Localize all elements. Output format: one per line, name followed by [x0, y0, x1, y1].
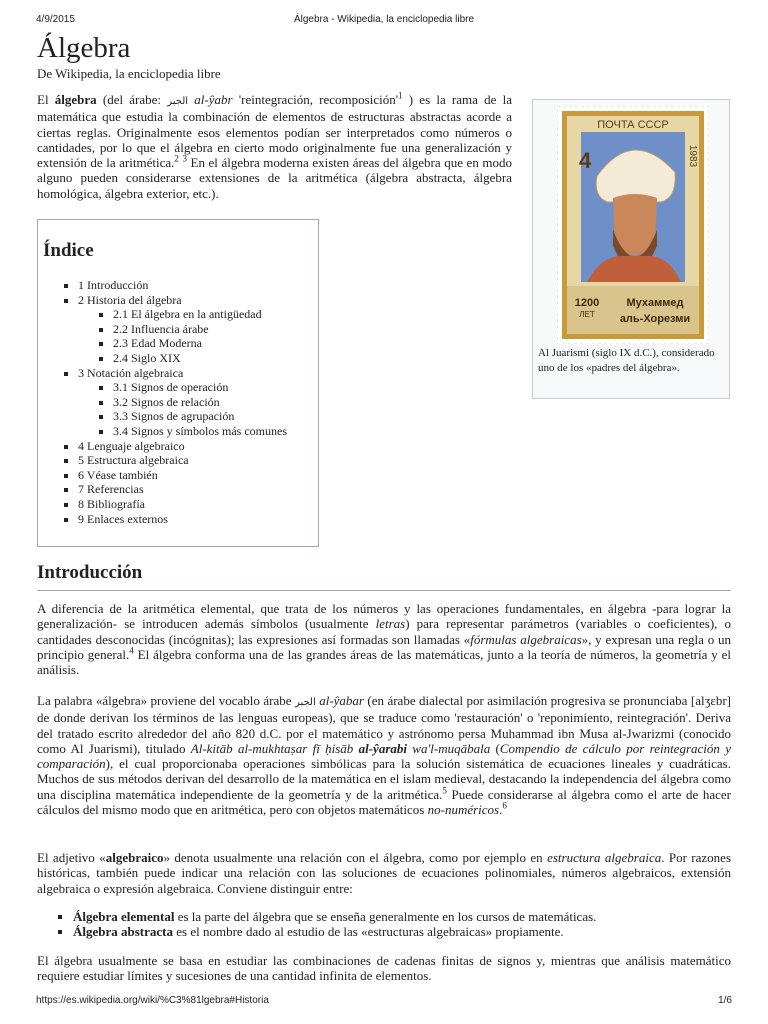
toc-subitem[interactable]: 2.2 Influencia árabe: [99, 322, 287, 337]
toc-item[interactable]: 8 Bibliografía: [64, 497, 287, 512]
toc-item[interactable]: 5 Estructura algebraica: [64, 453, 287, 468]
stamp-name1: Мухаммед: [626, 297, 684, 309]
page-title: Álgebra: [37, 32, 131, 64]
section-heading: Introducción: [37, 562, 143, 583]
toc-item[interactable]: 1 Introducción: [64, 278, 287, 293]
toc-item[interactable]: 4 Lenguaje algebraico: [64, 439, 287, 454]
toc-subitem[interactable]: 3.4 Signos y símbolos más comunes: [99, 424, 287, 439]
infobox-image: [532, 99, 730, 399]
toc-subitem[interactable]: 2.3 Edad Moderna: [99, 336, 287, 351]
section-divider: [37, 590, 731, 591]
list-item: Álgebra elemental es la parte del álgebra que se enseña generalmente en los cursos de matemáticas.: [56, 909, 736, 924]
arabic-word: الجبر: [294, 697, 316, 708]
toc-subitem[interactable]: 3.2 Signos de relación: [99, 395, 287, 410]
toc-subitem[interactable]: 2.1 El álgebra en la antigüedad: [99, 307, 287, 322]
table-of-contents: [37, 219, 319, 547]
toc-item[interactable]: 7 Referencias: [64, 482, 287, 497]
ref-link[interactable]: 5: [442, 785, 447, 796]
paragraph-1: A diferencia de la aritmética elemental, que trata de los números y las operaciones fundamentales, en álgebra -para lograr la generalización- se introducen además símbolos (usualmente letras) para representar parámetros (variables o coeficientes), o cantidades desconocidas (incógnitas); las expresiones así formadas son llamadas «fórmulas algebraicas», y expresan una regla o un principio general.$^4$ El álgebra conforma una de las grandes áreas de las matemáticas, junto a la teoría de números, la geometría y el análisis.: [37, 601, 731, 678]
stamp-top-text: ПОЧТА СССР: [597, 119, 669, 131]
print-page-title: Álgebra - Wikipedia, la enciclopedia libre: [293, 14, 475, 25]
ref-link[interactable]: 3: [182, 153, 187, 164]
ref-link[interactable]: 2: [174, 153, 179, 164]
link-text[interactable]: estructura algebraica: [547, 850, 662, 865]
definition-list: [56, 909, 736, 940]
paragraph-4: El álgebra usualmente se basa en estudiar las combinaciones de cadenas finitas de signos y, mientras que análisis matemático requiere estudiar límites y sucesiones de una cantidad infinita de elementos.: [37, 953, 731, 984]
toc-item[interactable]: 2 Historia del álgebra: [64, 293, 287, 308]
ref-link[interactable]: 4: [129, 645, 134, 656]
toc-subitem[interactable]: 3.3 Signos de agrupación: [99, 409, 287, 424]
stamp-value: 4: [579, 148, 592, 173]
toc-subitem[interactable]: 2.4 Siglo XIX: [99, 351, 287, 366]
toc-item[interactable]: 3 Notación algebraica: [64, 366, 287, 381]
list-item: Álgebra abstracta es el nombre dado al estudio de las «estructuras algebraicas» propiamente.: [56, 924, 736, 939]
stamp-year: 1983: [687, 144, 698, 168]
arabic-word: الجبر: [167, 96, 189, 107]
toc-item[interactable]: 9 Enlaces externos: [64, 512, 287, 527]
intro-paragraph: El álgebra (del árabe: الجبر al-ŷabr 'reintegración, $recomposición'^1$ ) es la rama de la matemática que estudia la combinación de elementos de estructuras abstractas acorde a ciertas reglas. Originalmente esos elementos podían ser interpretados como números o cantidades, por lo que el álgebra en cierto modo originalmente fue una generalización y extensión de la aritmética.$^2$ $^3$ En el álgebra moderna existen áreas del álgebra que en modo alguno pueden considerarse extensiones de la aritmética (álgebra abstracta, álgebra homológica, álgebra exterior, etc.).: [37, 90, 512, 201]
infobox-caption: Al Juarismi (siglo IX d.C.), considerado uno de los «padres del álgebra».: [538, 347, 715, 374]
stamp-image[interactable]: [557, 106, 709, 344]
print-page-count: 1/6: [718, 995, 732, 1006]
stamp-let: ЛЕТ: [579, 310, 595, 319]
paragraph-2: La palabra «álgebra» proviene del vocablo árabe الجبر al-ŷabar (en árabe dialectal por asimilación progresiva se pronunciaba [alʒɛbr] de donde derivan los términos de las lenguas europeas), que se traduce como 'restauración' o 'reponimiento, reintegración'. Deriva del tratado escrito alrededor del año 820 d.C. por el matemático y astrónomo persa Muhammad ibn Musa al-Jwarizmi (conocido como Al Juarismi), titulado Al-kitāb al-mukhtaṣar fī ḥisāb al-ŷarabi wa'l-muqābala (Compendio de cálculo por reintegración y comparación), el cual proporcionaba operaciones simbólicas para la solución sistemática de ecuaciones lineales y cuadráticas. Muchos de sus métodos derivan del desarrollo de la matemática en el islam medieval, destacando la independencia del álgebra como una disciplina matemática independiente de la geometría y de la aritmética.$^5$ Puede considerarse al álgebra como el arte de hacer cálculos del mismo modo que en aritmética, pero con objetos matemáticos no-numéricos.$^6$: [37, 693, 732, 818]
toc-item[interactable]: 6 Véase también: [64, 468, 287, 483]
page-tagline: De Wikipedia, la enciclopedia libre: [37, 66, 221, 81]
paragraph-3: El adjetivo «algebraico» denota usualmente una relación con el álgebra, como por ejemplo en estructura algebraica. Por razones históricas, también puede indicar una relación con las soluciones de ecuaciones polinomiales, números algebraicos, extensión algebraica o expresión algebraica. Conviene distinguir entre:: [37, 850, 732, 896]
stamp-name2: аль-Хорезми: [619, 313, 691, 325]
print-date: 4/9/2015: [36, 14, 75, 25]
toc-heading: Índice: [43, 240, 94, 261]
stamp-anniv: 1200: [574, 297, 600, 309]
ref-link[interactable]: 1: [398, 90, 403, 101]
toc-list: [64, 278, 287, 526]
ref-link[interactable]: 6: [502, 800, 507, 811]
print-url: https://es.wikipedia.org/wiki/%C3%81lgebra#Historia: [36, 995, 269, 1006]
bold-term: álgebra: [54, 92, 97, 107]
toc-subitem[interactable]: 3.1 Signos de operación: [99, 380, 287, 395]
